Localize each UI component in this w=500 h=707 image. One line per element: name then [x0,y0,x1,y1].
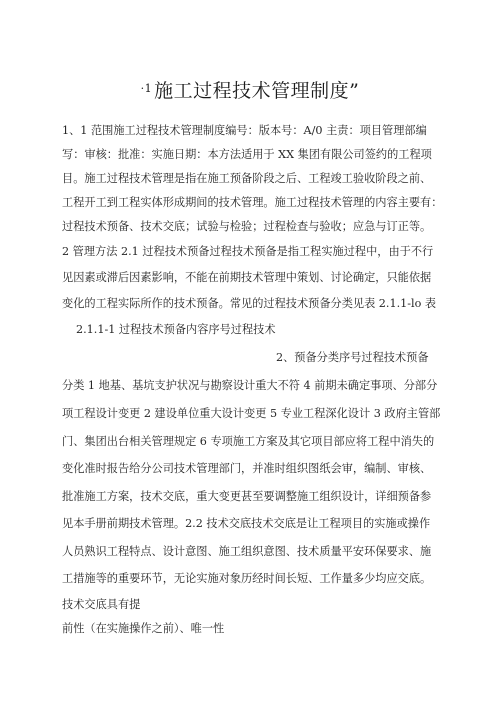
body-line: 过程技术预备、技术交底；试验与检验；过程检查与验收；应急与订正等。 [62,220,432,233]
body-line: 人员熟识工程特点、设计意图、施工组织意图、技术质量平安环保要求、施 [62,545,432,558]
body-line: 见本手册前期技术管理。2.2 技术交底技术交底是让工程项目的实施或操作 [62,517,431,530]
body-line: 见因素或滞后因素影响，不能在前期技术管理中策划、讨论确定，只能依据 [62,271,432,284]
body-line: 工措施等的重要环节，无论实施对象历经时间长短、工作量多少均应交底。 [62,572,432,585]
title-mark: ·1 [140,82,153,95]
body-line: 批准施工方案，技术交底，重大变更甚至要调整施工组织设计，详细预备参 [62,490,432,503]
body-line: 2、预备分类序号过程技术预备 [276,351,429,364]
body-line: 变化准时报告给分公司技术管理部门，并准时组织图纸会审，编制、审核、 [62,462,432,475]
body-line: 分类 1 地基、基坑支护状况与勘察设计重大不符 4 前期未确定事项、分部分 [62,379,438,392]
body-line: 1、1 范围施工过程技术管理制度编号：版本号：A/0 主责：项目管理部编 [62,124,427,137]
body-line: 工程开工到工程实体形成期间的技术管理。施工过程技术管理的内容主要有： [62,196,443,209]
body-line: 前性（在实施操作之前）、唯一性 [62,622,225,635]
page-title [0,76,500,103]
body-line: 变化的工程实际所作的技术预备。常见的过程技术预备分类见表 2.1.1-lo 表 [62,297,437,310]
body-line: 目。施工过程技术管理是指在施工预备阶段之后、工程竣工验收阶段之前、 [62,172,432,185]
body-line: 项工程设计变更 2 建设单位重大设计变更 5 专业工程深化设计 3 政府主管部 [62,407,441,420]
body-line: 写：审核：批准：实施日期：本方法适用于 XX 集团有限公司签约的工程项 [62,148,432,161]
body-line: 技术交底具有提 [62,598,141,611]
body-line: 门、集团出台相关管理规定 6 专项施工方案及其它项目部应将工程中消失的 [62,435,435,448]
title-text: 施工过程技术管理制度” [154,80,360,102]
body-line: 2.1.1-1 过程技术预备内容序号过程技术 [76,323,276,336]
body-line: 2 管理方法 2.1 过程技术预备过程技术预备是指工程实施过程中，由于不行 [62,245,434,258]
